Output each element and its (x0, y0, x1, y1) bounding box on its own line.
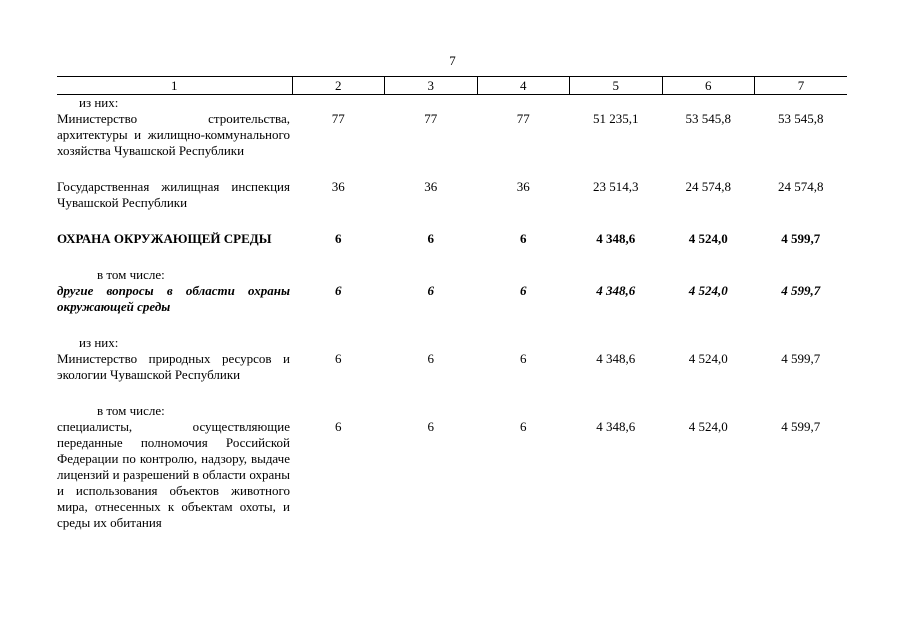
row-value: 24 574,8 (778, 179, 824, 194)
header-cell: 4 (477, 77, 570, 95)
row-value: 4 348,6 (596, 419, 636, 434)
header-cell: 5 (570, 77, 663, 95)
row-value: 6 (427, 231, 434, 246)
table-row (57, 111, 847, 159)
row-label: в том числе: (97, 403, 165, 418)
table-row (57, 351, 847, 383)
table-row (57, 403, 847, 419)
row-name: ОХРАНА ОКРУЖАЮЩЕЙ СРЕДЫ (57, 231, 272, 246)
row-value: 36 (424, 179, 438, 194)
row-value: 6 (427, 283, 434, 298)
table-row (57, 267, 847, 283)
row-label: из них: (79, 95, 119, 110)
row-value: 6 (520, 231, 527, 246)
row-value: 4 599,7 (781, 351, 821, 366)
header-cell: 3 (385, 77, 478, 95)
row-value: 6 (520, 351, 527, 366)
row-value: 6 (520, 419, 527, 434)
header-cell: 6 (662, 77, 755, 95)
row-value: 24 574,8 (685, 179, 731, 194)
table-row (57, 231, 847, 247)
table-row (57, 419, 847, 531)
table-row (57, 179, 847, 211)
row-value: 4 348,6 (596, 231, 636, 246)
header-cell: 7 (755, 77, 848, 95)
row-value: 36 (331, 179, 345, 194)
row-value: 77 (331, 111, 345, 126)
row-value: 53 545,8 (685, 111, 731, 126)
row-value: 6 (335, 283, 342, 298)
row-value: 6 (520, 283, 527, 298)
header-cell: 1 (57, 77, 292, 95)
row-value: 4 348,6 (596, 283, 636, 298)
table-row (57, 95, 847, 112)
row-name: Министерство строительства, архитектуры и жилищно-коммунального хозяйства Чувашской Республики (57, 111, 290, 158)
row-value: 6 (335, 351, 342, 366)
budget-table (57, 76, 847, 531)
row-value: 23 514,3 (593, 179, 639, 194)
row-value: 4 599,7 (781, 419, 821, 434)
row-value: 77 (424, 111, 438, 126)
row-value: 6 (335, 419, 342, 434)
row-name: другие вопросы в области охраны окружающей среды (57, 283, 290, 314)
row-value: 4 348,6 (596, 351, 636, 366)
row-value: 4 524,0 (688, 351, 728, 366)
row-value: 4 599,7 (781, 231, 821, 246)
row-value: 4 524,0 (688, 231, 728, 246)
table-header (57, 77, 847, 95)
row-value: 4 524,0 (688, 419, 728, 434)
page-number: 7 (449, 53, 456, 68)
row-name: Министерство природных ресурсов и экологии Чувашской Республики (57, 351, 290, 382)
row-value: 51 235,1 (593, 111, 639, 126)
row-value: 6 (335, 231, 342, 246)
header-cell: 2 (292, 77, 385, 95)
row-value: 77 (516, 111, 530, 126)
row-name: специалисты, осуществляющие переданные полномочия Российской Федерации по контролю, надзору, выдаче лицензий и разрешений в области охраны и использования объектов животного мира, отнесенных к объектам охоты, и среды их обитания (57, 419, 290, 530)
row-value: 4 599,7 (781, 283, 821, 298)
row-name: Государственная жилищная инспекция Чувашской Республики (57, 179, 290, 210)
row-label: из них: (79, 335, 119, 350)
table-row (57, 335, 847, 351)
row-value: 4 524,0 (688, 283, 728, 298)
row-value: 53 545,8 (778, 111, 824, 126)
row-value: 6 (427, 419, 434, 434)
row-value: 36 (516, 179, 530, 194)
row-value: 6 (427, 351, 434, 366)
row-label: в том числе: (97, 267, 165, 282)
table-row (57, 283, 847, 315)
